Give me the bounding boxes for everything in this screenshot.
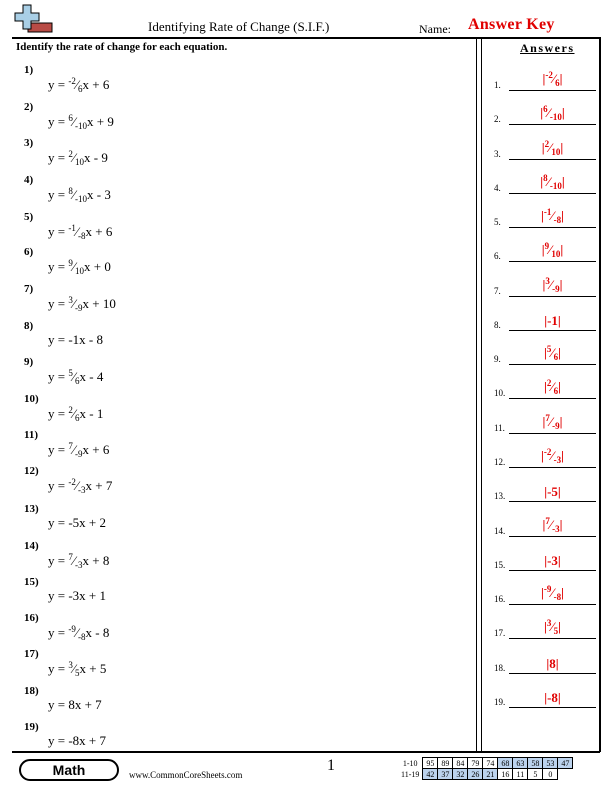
column-divider <box>476 37 482 752</box>
answer-whole: -1 <box>547 313 558 328</box>
name-label: Name: <box>419 22 451 36</box>
fraction-bracket-left: | <box>540 174 544 189</box>
answer-denominator: -9 <box>552 284 560 294</box>
score-cell: 47 <box>558 758 573 769</box>
fraction-bracket-right: | <box>558 619 561 634</box>
fraction-bracket-right: | <box>561 105 565 120</box>
answer-number: 4. <box>494 183 501 193</box>
fraction-slash-icon: ⁄ <box>551 448 554 463</box>
score-cell: 5 <box>528 769 543 780</box>
fraction-bracket-left: | <box>544 379 547 394</box>
equation <box>48 477 112 495</box>
slope-denominator: 10 <box>75 157 85 167</box>
fraction-bracket-left: | <box>541 585 544 600</box>
equation <box>48 186 111 204</box>
answer-number: 16. <box>494 594 506 604</box>
equation <box>48 588 106 604</box>
answer-value <box>509 413 596 431</box>
answer-number: 3. <box>494 149 501 159</box>
equation <box>48 332 103 348</box>
value-bracket-left: | <box>544 553 548 568</box>
answer-line <box>509 90 596 91</box>
equation-suffix: x + 10 <box>82 296 116 311</box>
slope-numerator: 7 <box>68 552 73 562</box>
equation <box>48 660 106 678</box>
answer-whole: 8 <box>549 656 556 671</box>
fraction-bracket-right: | <box>561 208 564 223</box>
answer-value <box>509 447 596 465</box>
equation-prefix: y = <box>48 406 69 421</box>
value-bracket-left: | <box>544 484 548 499</box>
slope-numerator: -1 <box>68 223 76 233</box>
slope-denominator: 6 <box>78 84 83 94</box>
answer-whole: -8 <box>547 690 558 705</box>
answer-numerator: 2 <box>546 378 552 388</box>
equation <box>48 515 106 531</box>
page-title: Identifying Rate of Change (S.I.F.) <box>148 19 330 34</box>
site-url: www.CommonCoreSheets.com <box>129 770 243 780</box>
score-cell: 79 <box>468 758 483 769</box>
answer-denominator: 10 <box>551 147 561 157</box>
answer-number: 11. <box>494 423 505 433</box>
equation <box>48 368 103 386</box>
equation-prefix: y = -3x + 1 <box>48 588 106 603</box>
answer-number: 17. <box>494 628 506 638</box>
fraction-bracket-left: | <box>540 105 544 120</box>
slope-numerator: -2 <box>68 76 76 86</box>
equation-prefix: y = <box>48 661 69 676</box>
equation-suffix: x + 6 <box>82 442 110 457</box>
slope-denominator: -8 <box>78 632 86 642</box>
answer-line <box>509 261 596 262</box>
value-bracket-right: | <box>557 690 561 705</box>
answer-numerator: 5 <box>546 344 552 354</box>
score-cell: 21 <box>483 769 498 780</box>
equation-suffix: x + 9 <box>87 114 114 129</box>
fraction-slash-icon: ⁄ <box>552 71 556 86</box>
answer-denominator: 6 <box>553 386 559 396</box>
answer-value <box>509 484 596 500</box>
question-number: 3) <box>24 137 34 149</box>
slope-numerator: 2 <box>68 149 73 159</box>
answer-numerator: 7 <box>545 413 550 423</box>
fraction-bracket-left: | <box>544 619 547 634</box>
answer-number: 6. <box>494 251 501 261</box>
equation-prefix: y = <box>48 369 69 384</box>
equation-prefix: y = -1x - 8 <box>48 332 103 347</box>
answer-whole: -3 <box>547 553 558 568</box>
equation-prefix: y = <box>48 224 69 239</box>
equation <box>48 552 109 570</box>
answer-key-label: Answer Key <box>468 16 555 33</box>
question-number: 18) <box>24 685 39 697</box>
answer-numerator: 7 <box>545 516 550 526</box>
equation <box>48 624 109 642</box>
answer-denominator: 5 <box>553 626 559 636</box>
fraction-slash-icon: ⁄ <box>72 553 76 568</box>
answer-value <box>509 516 596 534</box>
fraction-bracket-right: | <box>560 242 564 257</box>
answer-number: 13. <box>494 491 506 501</box>
slope-denominator: -3 <box>75 560 83 570</box>
equation <box>48 223 112 241</box>
fraction-slash-icon: ⁄ <box>72 187 76 202</box>
score-cell: 53 <box>543 758 558 769</box>
answer-denominator: -10 <box>549 181 562 191</box>
question-number: 16) <box>24 612 39 624</box>
value-bracket-left: | <box>544 313 548 328</box>
answer-value <box>509 70 596 88</box>
equation-suffix: x + 5 <box>79 661 107 676</box>
slope-denominator: 5 <box>75 668 80 678</box>
score-cell: 11 <box>513 769 528 780</box>
fraction-bracket-right: | <box>561 448 564 463</box>
fraction-slash-icon: ⁄ <box>75 77 79 92</box>
answer-number: 18. <box>494 663 506 673</box>
answer-denominator: 6 <box>553 352 559 362</box>
score-cell: 16 <box>498 769 513 780</box>
slope-numerator: 2 <box>68 405 73 415</box>
answer-denominator: -3 <box>552 524 560 534</box>
score-cell: 32 <box>453 769 468 780</box>
question-number: 12) <box>24 465 39 477</box>
equation-suffix: x - 9 <box>84 150 108 165</box>
fraction-slash-icon: ⁄ <box>547 174 550 189</box>
answer-line <box>509 707 596 708</box>
score-cell: 74 <box>483 758 498 769</box>
answer-numerator: 8 <box>543 173 548 183</box>
answer-line <box>509 467 596 468</box>
question-number: 17) <box>24 648 39 660</box>
slope-denominator: 10 <box>75 266 85 276</box>
score-range-label: 1-10 <box>402 758 418 768</box>
header-rule <box>12 37 600 39</box>
question-number: 7) <box>24 283 34 295</box>
answer-numerator: 3 <box>546 618 552 628</box>
answer-denominator: -3 <box>553 455 562 465</box>
question-number: 9) <box>24 356 34 368</box>
answer-line <box>509 433 596 434</box>
equation-prefix: y = -5x + 2 <box>48 515 106 530</box>
equation <box>48 149 108 167</box>
score-cell: 95 <box>423 758 438 769</box>
equation-suffix: x - 4 <box>79 369 104 384</box>
fraction-bracket-right: | <box>559 277 563 292</box>
answer-denominator: 10 <box>551 249 561 259</box>
slope-numerator: -9 <box>68 624 76 634</box>
fraction-bracket-left: | <box>542 517 546 532</box>
equation-prefix: y = <box>48 114 69 129</box>
question-number: 14) <box>24 540 39 552</box>
answer-numerator: -1 <box>543 207 552 217</box>
question-number: 13) <box>24 503 39 515</box>
fraction-slash-icon: ⁄ <box>549 242 552 257</box>
answer-value <box>509 173 596 191</box>
answer-line <box>509 364 596 365</box>
question-number: 11) <box>24 429 39 441</box>
fraction-slash-icon: ⁄ <box>551 208 554 223</box>
fraction-bracket-right: | <box>560 140 564 155</box>
fraction-bracket-right: | <box>558 345 561 360</box>
equation-suffix: x + 6 <box>85 224 113 239</box>
value-bracket-right: | <box>555 656 559 671</box>
answer-value <box>509 241 596 259</box>
slope-denominator: -10 <box>75 194 88 204</box>
fraction-bracket-right: | <box>559 71 563 86</box>
equation-prefix: y = -8x + 7 <box>48 733 106 748</box>
answer-line <box>509 227 596 228</box>
answer-value <box>509 378 596 396</box>
answer-number: 15. <box>494 560 506 570</box>
value-bracket-right: | <box>557 553 561 568</box>
answer-line <box>509 159 596 160</box>
equation-prefix: y = <box>48 625 69 640</box>
fraction-slash-icon: ⁄ <box>549 517 553 532</box>
answer-numerator: 2 <box>544 139 550 149</box>
answer-denominator: -8 <box>553 592 562 602</box>
answer-value <box>509 207 596 225</box>
subject-badge: Math <box>19 759 119 781</box>
equation-suffix: x + 6 <box>82 77 110 92</box>
score-cell: 89 <box>438 758 453 769</box>
fraction-slash-icon: ⁄ <box>551 345 554 360</box>
equation-suffix: x + 0 <box>84 259 111 274</box>
answers-heading: Answers <box>520 41 575 55</box>
answer-value <box>509 139 596 157</box>
equation <box>48 258 111 276</box>
slope-numerator: 9 <box>68 258 73 268</box>
answer-line <box>509 536 596 537</box>
fraction-bracket-right: | <box>561 174 565 189</box>
answer-numerator: 9 <box>544 241 550 251</box>
answer-number: 1. <box>494 80 501 90</box>
fraction-slash-icon: ⁄ <box>72 296 76 311</box>
answer-whole: -5 <box>547 484 558 499</box>
right-border <box>599 37 601 752</box>
equation-prefix: y = <box>48 77 69 92</box>
fraction-bracket-right: | <box>561 585 564 600</box>
score-cell: 26 <box>468 769 483 780</box>
equation <box>48 405 103 423</box>
equation <box>48 113 114 131</box>
score-cell: 63 <box>513 758 528 769</box>
slope-numerator: 3 <box>68 295 73 305</box>
fraction-slash-icon: ⁄ <box>551 619 554 634</box>
fraction-slash-icon: ⁄ <box>547 105 550 120</box>
fraction-slash-icon: ⁄ <box>72 661 76 676</box>
fraction-slash-icon: ⁄ <box>72 442 76 457</box>
fraction-bracket-left: | <box>541 448 544 463</box>
slope-denominator: -8 <box>78 231 86 241</box>
answer-line <box>509 501 596 502</box>
fraction-slash-icon: ⁄ <box>549 414 553 429</box>
value-bracket-left: | <box>546 656 550 671</box>
fraction-bracket-left: | <box>541 140 545 155</box>
equation-prefix: y = 8x + 7 <box>48 697 102 712</box>
equation <box>48 697 102 713</box>
equation-prefix: y = <box>48 150 69 165</box>
equation-suffix: x + 8 <box>82 553 110 568</box>
answer-value <box>509 618 596 636</box>
fraction-slash-icon: ⁄ <box>551 585 554 600</box>
fraction-bracket-left: | <box>544 345 547 360</box>
footer-rule <box>12 751 600 753</box>
answer-numerator: -9 <box>543 584 552 594</box>
answer-number: 7. <box>494 286 501 296</box>
answer-value <box>509 690 596 706</box>
answer-denominator: 6 <box>555 78 560 88</box>
question-number: 5) <box>24 211 34 223</box>
answer-line <box>509 330 596 331</box>
fraction-slash-icon: ⁄ <box>549 277 553 292</box>
equation-suffix: x + 7 <box>85 478 113 493</box>
answer-line <box>509 570 596 571</box>
question-number: 1) <box>24 64 34 76</box>
fraction-slash-icon: ⁄ <box>75 625 79 640</box>
answer-denominator: -8 <box>553 215 562 225</box>
page-number: 1 <box>327 757 335 774</box>
score-cell: 0 <box>543 769 558 780</box>
fraction-slash-icon: ⁄ <box>72 369 76 384</box>
fraction-slash-icon: ⁄ <box>75 224 79 239</box>
equation-prefix: y = <box>48 296 69 311</box>
fraction-slash-icon: ⁄ <box>549 140 552 155</box>
slope-denominator: -10 <box>75 121 88 131</box>
slope-denominator: -9 <box>75 303 83 313</box>
question-number: 15) <box>24 576 39 588</box>
slope-numerator: 3 <box>68 660 73 670</box>
question-number: 4) <box>24 174 34 186</box>
fraction-bracket-left: | <box>541 208 544 223</box>
answer-value <box>509 656 596 672</box>
slope-denominator: -3 <box>78 485 86 495</box>
equation <box>48 76 109 94</box>
answer-line <box>509 124 596 125</box>
fraction-bracket-left: | <box>542 414 546 429</box>
score-cell: 84 <box>453 758 468 769</box>
equation-prefix: y = <box>48 259 69 274</box>
fraction-slash-icon: ⁄ <box>75 478 79 493</box>
slope-denominator: 6 <box>75 376 80 386</box>
answer-number: 9. <box>494 354 501 364</box>
fraction-bracket-right: | <box>558 379 561 394</box>
answer-line <box>509 604 596 605</box>
question-number: 2) <box>24 101 34 113</box>
answer-numerator: 6 <box>543 104 548 114</box>
answer-value <box>509 553 596 569</box>
question-number: 19) <box>24 721 39 733</box>
score-range-label: 11-19 <box>401 769 420 779</box>
fraction-slash-icon: ⁄ <box>72 406 76 421</box>
answer-value <box>509 276 596 294</box>
instructions: Identify the rate of change for each equation. <box>16 41 228 53</box>
answer-line <box>509 193 596 194</box>
slope-numerator: -2 <box>68 477 76 487</box>
fraction-bracket-right: | <box>559 517 563 532</box>
score-cell: 37 <box>438 769 453 780</box>
slope-numerator: 5 <box>68 368 73 378</box>
equation-prefix: y = <box>48 553 69 568</box>
answer-number: 10. <box>494 388 506 398</box>
answer-line <box>509 296 596 297</box>
fraction-bracket-right: | <box>559 414 563 429</box>
answer-line <box>509 638 596 639</box>
question-number: 10) <box>24 393 39 405</box>
equation-suffix: x - 1 <box>79 406 104 421</box>
equation <box>48 441 109 459</box>
answer-value <box>509 104 596 122</box>
value-bracket-right: | <box>557 313 561 328</box>
fraction-slash-icon: ⁄ <box>72 150 76 165</box>
fraction-bracket-left: | <box>542 277 546 292</box>
equation-prefix: y = <box>48 478 69 493</box>
slope-numerator: 6 <box>68 113 73 123</box>
answer-number: 8. <box>494 320 501 330</box>
answer-denominator: -9 <box>552 421 560 431</box>
score-cell: 58 <box>528 758 543 769</box>
slope-denominator: -9 <box>75 449 83 459</box>
answer-number: 2. <box>494 114 501 124</box>
answer-denominator: -10 <box>549 112 562 122</box>
value-bracket-left: | <box>544 690 548 705</box>
equation-prefix: y = <box>48 442 69 457</box>
answer-number: 14. <box>494 526 506 536</box>
answer-number: 19. <box>494 697 506 707</box>
answer-numerator: 3 <box>545 276 550 286</box>
score-cell: 68 <box>498 758 513 769</box>
fraction-slash-icon: ⁄ <box>72 114 76 129</box>
answer-value <box>509 313 596 329</box>
question-number: 8) <box>24 320 34 332</box>
equation-suffix: x - 3 <box>87 187 111 202</box>
answer-value <box>509 584 596 602</box>
slope-numerator: 8 <box>68 186 73 196</box>
equation <box>48 733 106 749</box>
answer-numerator: -2 <box>545 70 553 80</box>
slope-numerator: 7 <box>68 441 73 451</box>
slope-denominator: 6 <box>75 413 80 423</box>
answer-line <box>509 398 596 399</box>
equation-prefix: y = <box>48 187 69 202</box>
equation-suffix: x - 8 <box>85 625 110 640</box>
equation <box>48 295 116 313</box>
plus-logo-icon <box>14 3 54 37</box>
answer-number: 5. <box>494 217 501 227</box>
score-table <box>398 757 573 780</box>
answer-number: 12. <box>494 457 506 467</box>
fraction-slash-icon: ⁄ <box>551 379 554 394</box>
fraction-bracket-left: | <box>541 242 545 257</box>
value-bracket-right: | <box>557 484 561 499</box>
score-cell: 42 <box>423 769 438 780</box>
answer-value <box>509 344 596 362</box>
answer-numerator: -2 <box>543 447 552 457</box>
answer-line <box>509 673 596 674</box>
fraction-slash-icon: ⁄ <box>72 259 76 274</box>
question-number: 6) <box>24 246 34 258</box>
fraction-bracket-left: | <box>542 71 546 86</box>
